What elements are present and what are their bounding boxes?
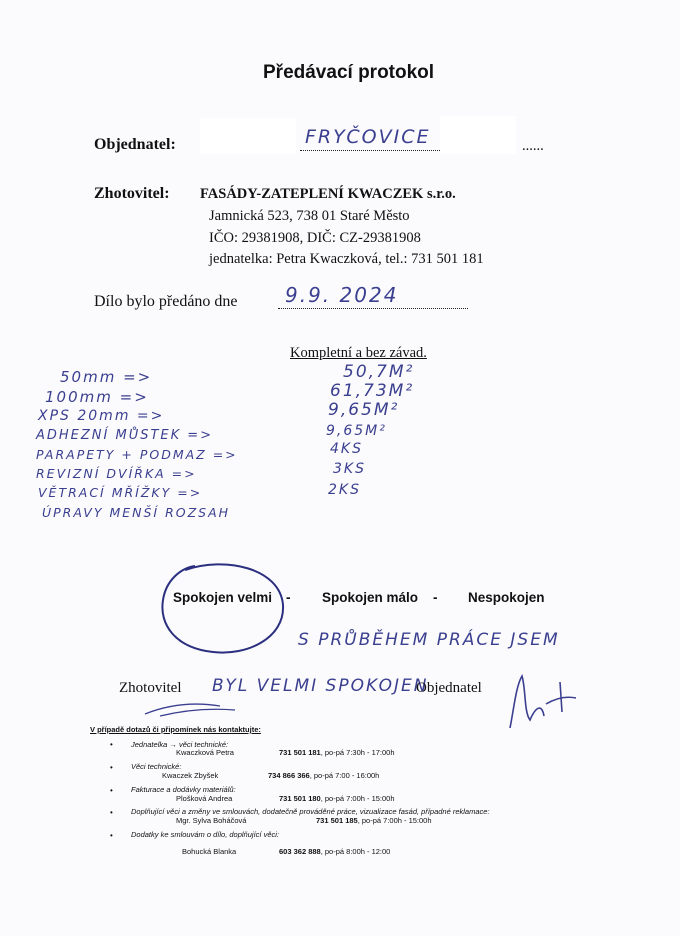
contact-hours: , po-pá 7:30h - 17:00h	[320, 748, 395, 757]
contact-role: Dodatky ke smlouvám o dílo, doplňující věci:	[131, 830, 279, 839]
contact-name: Kwaczková Petra	[176, 748, 234, 757]
satisfaction-sep: -	[433, 590, 438, 605]
satisfaction-not: Nespokojen	[468, 590, 545, 605]
work-item: ADHEZNÍ MŮSTEK =>	[36, 428, 214, 443]
work-item: ÚPRAVY MENŠÍ ROZSAH	[42, 505, 231, 520]
page-title: Předávací protokol	[263, 62, 435, 83]
bullet-icon: •	[110, 786, 113, 795]
contact-hours: , po-pá 7:00 - 16:00h	[309, 771, 380, 780]
objednatel-signature	[500, 668, 580, 738]
quantity-item: 9,65M²	[326, 423, 387, 439]
contact-hours: , po-pá 7:00h - 15:00h	[320, 794, 395, 803]
contact-phone: 731 501 180	[279, 794, 321, 803]
satisfaction-sep: -	[286, 590, 291, 605]
redacted-area-2	[440, 116, 516, 154]
satisfaction-little: Spokojen málo	[322, 590, 419, 605]
circle-mark	[155, 560, 290, 660]
bullet-icon: •	[110, 831, 113, 840]
contact-role: Fakturace a dodávky materiálů:	[131, 785, 236, 794]
bullet-icon: •	[110, 808, 113, 817]
objednatel-handwritten: FRYČOVICE	[305, 126, 431, 148]
contact-role: Jednatelka → věci technické:	[131, 740, 229, 749]
objednatel-signature-label: Objednatel	[416, 680, 482, 696]
status-text: Kompletní a bez závad.	[290, 345, 427, 361]
objednatel-dots: ......	[522, 138, 544, 154]
work-item: REVIZNÍ DVÍŘKA =>	[36, 466, 197, 481]
handover-dotted-line	[278, 308, 468, 309]
zhotovitel-ico: IČO: 29381908, DIČ: CZ-29381908	[209, 230, 421, 246]
contacts-heading: V případě dotazů či připomínek nás kontaktujte:	[90, 725, 261, 734]
comment-line-1: S PRŮBĚHEM PRÁCE JSEM	[298, 630, 560, 650]
satisfaction-very: Spokojen velmi	[173, 590, 273, 605]
objednatel-label: Objednatel:	[94, 136, 176, 153]
contact-role: Věci technické:	[131, 762, 182, 771]
zhotovitel-signature	[140, 696, 240, 720]
contact-name: Mgr. Sylva Boháčová	[176, 816, 247, 825]
work-item: XPS 20mm =>	[38, 408, 165, 424]
contact-phone: 731 501 181	[279, 748, 321, 757]
quantity-item: 61,73M²	[330, 381, 415, 401]
comment-line-2: BYL VELMI SPOKOJEN	[212, 676, 429, 696]
work-item: 100mm =>	[45, 388, 149, 406]
work-item: 50mm =>	[60, 368, 153, 386]
quantity-item: 4KS	[330, 441, 363, 457]
quantity-item: 50,7M²	[343, 362, 415, 382]
bullet-icon: •	[110, 763, 113, 772]
objednatel-dotted-line	[300, 150, 440, 151]
contact-phone: 603 362 888	[279, 847, 321, 856]
work-item: VĚTRACÍ MŘÍŽKY =>	[38, 485, 203, 500]
bullet-icon: •	[110, 740, 113, 749]
quantity-item: 2KS	[328, 482, 361, 498]
contact-hours: , po-pá 8:00h - 12:00	[320, 847, 391, 856]
contact-role: Doplňující věci a změny ve smlouvách, dodatečně prováděné práce, vizualizace fasád, případné reklamace:	[131, 807, 490, 816]
contact-phone: 734 866 366	[268, 771, 310, 780]
quantity-item: 9,65M²	[328, 400, 400, 420]
redacted-area	[200, 118, 296, 154]
quantity-item: 3KS	[333, 461, 366, 477]
handover-label: Dílo bylo předáno dne	[94, 293, 238, 310]
contact-name: Kwaczek Zbyšek	[162, 771, 219, 780]
zhotovitel-company: FASÁDY-ZATEPLENÍ KWACZEK s.r.o.	[200, 186, 456, 202]
work-item: PARAPETY + PODMAZ =>	[36, 447, 238, 462]
contact-hours: , po-pá 7:00h - 15:00h	[357, 816, 432, 825]
zhotovitel-address: Jamnická 523, 738 01 Staré Město	[209, 208, 410, 224]
zhotovitel-contact: jednatelka: Petra Kwaczková, tel.: 731 501 181	[209, 251, 484, 267]
handover-date: 9.9. 2024	[285, 283, 399, 307]
zhotovitel-signature-label: Zhotovitel	[119, 680, 182, 696]
contact-name: Bohucká Blanka	[182, 847, 237, 856]
contact-phone: 731 501 185	[316, 816, 358, 825]
zhotovitel-label: Zhotovitel:	[94, 185, 170, 202]
contact-name: Plošková Andrea	[176, 794, 233, 803]
